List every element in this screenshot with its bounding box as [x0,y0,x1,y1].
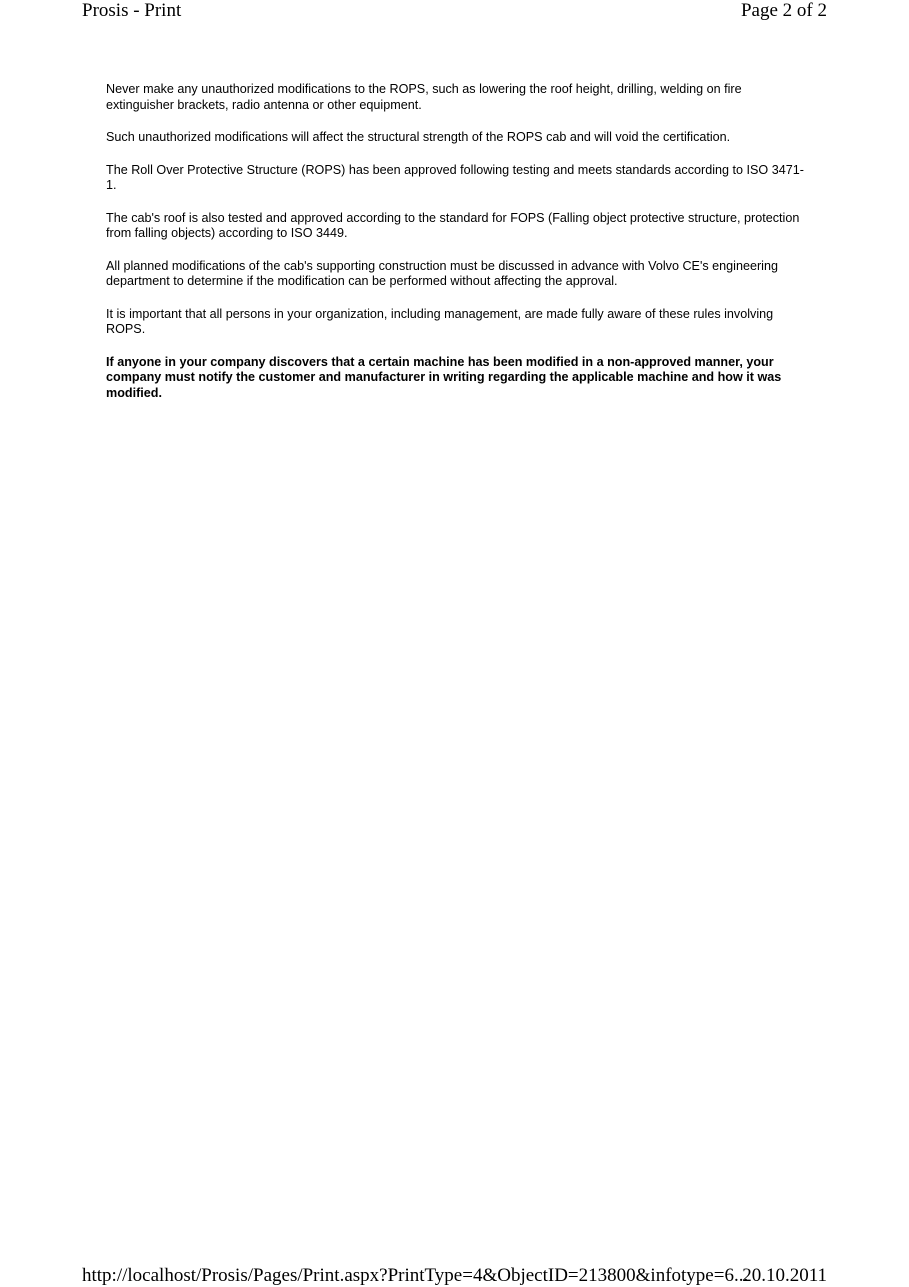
page-number: Page 2 of 2 [740,0,827,21]
print-footer-url: http://localhost/Prosis/Pages/Print.aspx?PrintType=4&ObjectID=213800&infotype=6... [82,1265,749,1286]
print-footer-date: 20.10.2011 [742,1265,827,1286]
paragraph-structural-strength: Such unauthorized modifications will affect the structural strength of the ROPS cab and will void the certification. [106,130,731,144]
paragraph-planned-modifications: All planned modifications of the cab's supporting construction must be discussed in advance with Volvo CE's engineering department to determine if the modification can be performed without affecting the approval. [106,258,778,288]
paragraph-rops-approval: The Roll Over Protective Structure (ROPS) has been approved following testing and meets standards according to ISO 3471-1. [106,162,804,192]
document-body [106,82,806,418]
paragraph-awareness: It is important that all persons in your organization, including management, are made fully aware of these rules involving ROPS. [106,306,774,336]
print-header-title: Prosis - Print [82,0,182,21]
paragraph-unauthorized-modifications: Never make any unauthorized modifications to the ROPS, such as lowering the roof height, drilling, welding on fire extinguisher brackets, radio antenna or other equipment. [106,82,742,112]
paragraph-fops-approval: The cab's roof is also tested and approved according to the standard for FOPS (Falling object protective structure, protection from falling objects) according to ISO 3449. [106,210,800,240]
paragraph-notification-warning: If anyone in your company discovers that a certain machine has been modified in a non-approved manner, your company must notify the customer and manufacturer in writing regarding the applicable machine and how it was modified. [106,354,782,400]
